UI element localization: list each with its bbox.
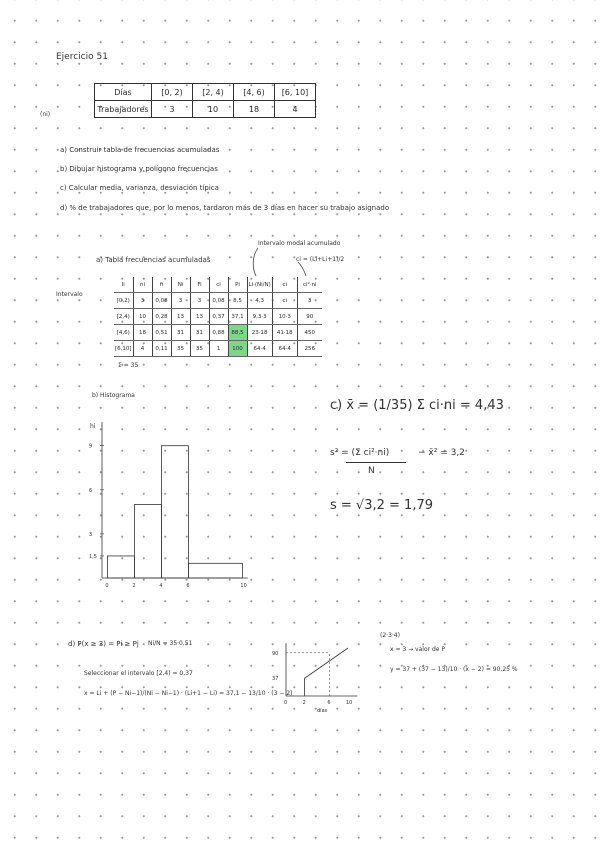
part-c-variance-rest: − x̄² = 3,2 <box>418 448 465 458</box>
y-axis-label: hi <box>90 423 96 431</box>
cumulative-table-cell: 3 <box>133 293 152 309</box>
y-tick-label: 1,5 <box>89 553 97 560</box>
cumulative-table-cell: 10·3 <box>272 309 297 325</box>
cumulative-table-cell: [4,6) <box>114 325 133 341</box>
cumulative-table-header-cell: Fi <box>190 277 209 293</box>
ogive-graph <box>268 636 368 726</box>
frequency-table-value-cell: 18 <box>234 101 275 118</box>
ogive-x-tick-label: 6 <box>327 700 331 706</box>
x-tick-label: 10 <box>240 583 247 589</box>
cumulative-table-cell: 13 <box>190 309 209 325</box>
cumulative-table-header-cell: ci²·ni <box>297 277 322 293</box>
cumulative-table-header-cell: ci <box>272 277 297 293</box>
cumulative-table-cell: 35 <box>171 341 190 357</box>
frequency-table-value-cell: 4 <box>275 101 316 118</box>
frequency-table-header-cell: [4, 6) <box>234 84 275 101</box>
cumulative-table-cell: 8,5 <box>228 293 247 309</box>
cumulative-table-cell: [0,2) <box>114 293 133 309</box>
cumulative-table-cell: ci <box>272 293 297 309</box>
histogram-chart <box>84 402 274 602</box>
page-heading: Ejercicio 51 <box>56 52 108 62</box>
question-d: d) % de trabajadores que, por lo menos, tardaron más de 3 días en hacer su trabajo asignado <box>60 204 390 212</box>
part-a-annotation-arrows <box>250 246 330 278</box>
frequency-table-header-cell: Días <box>95 84 152 101</box>
cumulative-table-cell: 3 <box>171 293 190 309</box>
cumulative-table-cell: 4,3 <box>247 293 272 309</box>
question-b: b) Dibujar histograma y polígono frecuencias <box>60 165 218 173</box>
ogive-x-tick-label: 10 <box>346 700 353 706</box>
cumulative-table-cell: 3 <box>190 293 209 309</box>
cumulative-table-cell: 0,08 <box>152 293 171 309</box>
part-c-fraction-bar <box>346 462 406 463</box>
part-a-title: a) Tabla frecuencias acumuladas <box>96 256 211 264</box>
histogram-bar <box>134 505 161 579</box>
frequency-table-header-cell: [2, 4) <box>193 84 234 101</box>
cumulative-table-cell: 256 <box>297 341 322 357</box>
part-a-note-ci: ci = (Li+Li+1)/2 <box>296 256 345 263</box>
cumulative-table-row <box>114 293 322 309</box>
y-tick-label: 3 <box>89 531 93 538</box>
cumulative-table-cell: 9,3·3 <box>247 309 272 325</box>
part-c-sd: s = √3,2 = 1,79 <box>330 498 433 513</box>
cumulative-table-row <box>114 341 322 357</box>
cumulative-table-cell: 23·18 <box>247 325 272 341</box>
x-tick-label: 6 <box>186 583 190 589</box>
cumulative-table-cell: 18 <box>133 325 152 341</box>
cumulative-table-cell: 0,11 <box>152 341 171 357</box>
x-tick-label: 4 <box>159 583 163 589</box>
part-b-title: b) Histograma <box>92 392 135 399</box>
part-c-variance-numerator: s² = (Σ ci²·ni) <box>330 448 390 458</box>
part-d-right3: y = 37 + (37 − 13)/10 · (x − 2) = 90,25 % <box>390 666 518 673</box>
part-a-note-interval: Intervalo modal acumulado <box>258 240 341 247</box>
cumulative-table-cell: 3 <box>297 293 322 309</box>
part-a-sum: Σ = 35 <box>118 362 139 369</box>
cumulative-table-cell: 13 <box>171 309 190 325</box>
part-a-note-left: Intervalo <box>56 291 83 298</box>
cumulative-table-cell-highlighted: 100 <box>228 341 247 357</box>
cumulative-table-header-cell: ni <box>133 277 152 293</box>
x-tick-label: 2 <box>132 583 136 589</box>
part-c-mean: c) x̄ = (1/35) Σ ci·ni = 4,43 <box>330 398 504 413</box>
cumulative-table-row <box>114 325 322 341</box>
frequency-table-values-label: Trabajadores <box>95 101 152 118</box>
cumulative-table-cell: 41·18 <box>272 325 297 341</box>
cumulative-table-cell: [2,4) <box>114 309 133 325</box>
cumulative-table-cell: 31 <box>190 325 209 341</box>
part-d-line3: x = Li + (P − Ni−1)/(Ni − Ni−1) · (Li+1 − Li) = 37,1 − 13/10 · (3 − 2) <box>84 690 293 697</box>
histogram-bar <box>188 563 242 578</box>
ogive-y-tick-label: 37 <box>272 676 279 683</box>
frequency-table-header-row <box>95 84 316 101</box>
cumulative-table-cell: 37,1 <box>228 309 247 325</box>
y-tick-label: 6 <box>89 487 93 494</box>
cumulative-table <box>114 277 322 357</box>
histogram-bar <box>161 446 188 578</box>
cumulative-table-header-cell: ci <box>209 277 228 293</box>
cumulative-table-header-cell: Li·(Ni/N) <box>247 277 272 293</box>
cumulative-table-cell: 64·4 <box>247 341 272 357</box>
cumulative-table-cell: 1 <box>209 341 228 357</box>
cumulative-table-header-row <box>114 277 322 293</box>
question-c: c) Calcular media, varianza, desviación típica <box>60 184 219 192</box>
cumulative-table-row <box>114 309 322 325</box>
cumulative-table-cell: 90 <box>297 309 322 325</box>
ogive-line <box>305 648 348 696</box>
cumulative-table-header-cell: Ni <box>171 277 190 293</box>
part-d-line1: d) P(x ≥ 3) = Pi ≥ Pj <box>68 640 139 648</box>
freq-row-label-left: (ni) <box>40 111 51 118</box>
cumulative-table-header-cell: Ii <box>114 277 133 293</box>
part-c-variance-denominator: N <box>368 466 375 476</box>
cumulative-table-cell: 0,28 <box>152 309 171 325</box>
cumulative-table-header-cell: Pi <box>228 277 247 293</box>
histogram-bar <box>107 556 134 578</box>
frequency-table-header-cell: [6, 10] <box>275 84 316 101</box>
part-d-right1: (2·3·4) <box>380 632 400 639</box>
part-d-right2: x = 3 → valor de P <box>390 646 446 653</box>
cumulative-table-cell: 35 <box>190 341 209 357</box>
frequency-table-value-cell: 10 <box>193 101 234 118</box>
ogive-x-tick-label: 0 <box>284 700 288 706</box>
x-tick-label: 0 <box>105 583 109 589</box>
cumulative-table-header-cell: fi <box>152 277 171 293</box>
y-tick-label: 9 <box>89 443 93 450</box>
frequency-table-values-row <box>95 101 316 118</box>
cumulative-table-cell: 10 <box>133 309 152 325</box>
cumulative-table-cell: 0,37 <box>209 309 228 325</box>
part-d-line1b: Ni/N = 35·0,51 <box>148 640 193 647</box>
ogive-x-axis-label: días <box>317 708 328 714</box>
cumulative-table-cell: 64·4 <box>272 341 297 357</box>
cumulative-table-cell: 0,88 <box>209 325 228 341</box>
cumulative-table-cell-highlighted: 88,5 <box>228 325 247 341</box>
ogive-y-tick-label: 90 <box>272 650 279 657</box>
cumulative-table-cell: [6,10] <box>114 341 133 357</box>
cumulative-table-cell: 4 <box>133 341 152 357</box>
cumulative-table-cell: 450 <box>297 325 322 341</box>
frequency-table-value-cell: 3 <box>152 101 193 118</box>
frequency-table-header-cell: [0, 2) <box>152 84 193 101</box>
ogive-x-tick-label: 2 <box>302 700 306 706</box>
question-a: a) Construir tabla de frecuencias acumuladas <box>60 146 220 154</box>
cumulative-table-cell: 31 <box>171 325 190 341</box>
frequency-table <box>94 83 316 118</box>
cumulative-table-cell: 0,51 <box>152 325 171 341</box>
cumulative-table-cell: 0,08 <box>209 293 228 309</box>
part-d-line2: Seleccionar el intervalo [2,4) = 0,37 <box>84 670 193 677</box>
